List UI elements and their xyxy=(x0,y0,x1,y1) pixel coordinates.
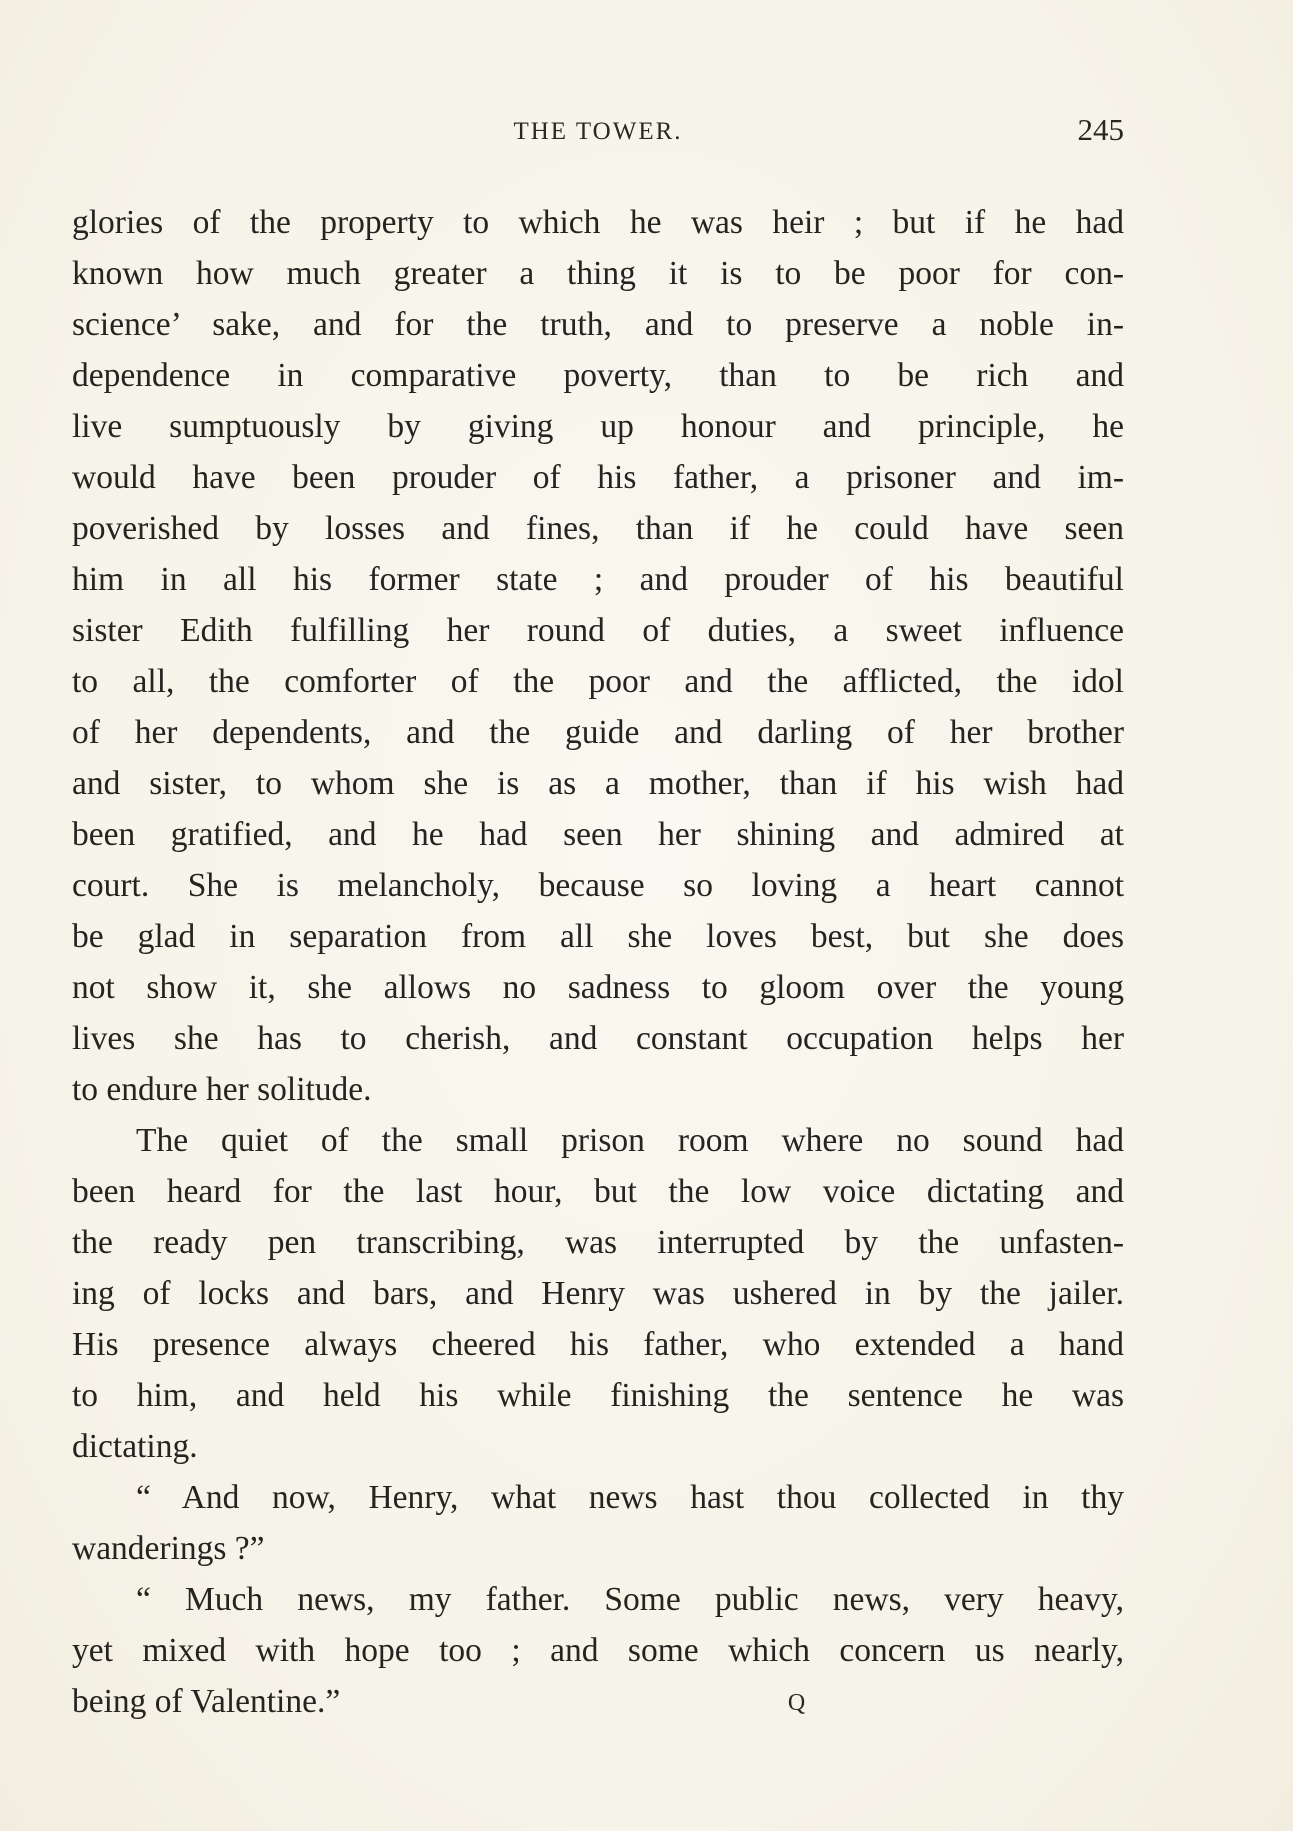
text-line: poverished by losses and fines, than if he could have seen xyxy=(72,510,1124,547)
text-line: yet mixed with hope too ; and some which concern us nearly, xyxy=(72,1632,1124,1669)
text-line: sister Edith fulfilling her round of duties, a sweet influence xyxy=(72,612,1124,649)
text-line: been heard for the last hour, but the low voice dictating and xyxy=(72,1173,1124,1210)
running-title: THE TOWER. xyxy=(513,118,683,145)
body-text xyxy=(72,197,1124,1727)
paragraph-start-line: “ And now, Henry, what news hast thou collected in thy xyxy=(136,1479,1124,1516)
paragraph-end-line: to endure her solitude. xyxy=(72,1071,372,1108)
text-line: the ready pen transcribing, was interrupted by the unfasten- xyxy=(72,1224,1124,1261)
text-line: of her dependents, and the guide and darling of her brother xyxy=(72,714,1124,751)
text-line: live sumptuously by giving up honour and principle, he xyxy=(72,408,1124,445)
paragraph-end-line: wanderings ?” xyxy=(72,1530,265,1567)
text-line: him in all his former state ; and prouder of his beautiful xyxy=(72,561,1124,598)
paragraph-start-line: The quiet of the small prison room where no sound had xyxy=(136,1122,1124,1159)
text-line: not show it, she allows no sadness to gloom over the young xyxy=(72,969,1124,1006)
text-line: His presence always cheered his father, who extended a hand xyxy=(72,1326,1124,1363)
text-line: and sister, to whom she is as a mother, than if his wish had xyxy=(72,765,1124,802)
page-number: 245 xyxy=(1077,112,1124,147)
text-line: dependence in comparative poverty, than to be rich and xyxy=(72,357,1124,394)
text-line: to him, and held his while finishing the sentence he was xyxy=(72,1377,1124,1414)
signature-mark: Q xyxy=(787,1690,806,1716)
text-line: court. She is melancholy, because so loving a heart cannot xyxy=(72,867,1124,904)
paragraph-end-line: being of Valentine.” xyxy=(72,1683,341,1720)
text-line: known how much greater a thing it is to be poor for con- xyxy=(72,255,1124,292)
running-header xyxy=(72,112,1124,152)
text-line: glories of the property to which he was heir ; but if he had xyxy=(72,204,1124,241)
paragraph-end-line: dictating. xyxy=(72,1428,198,1465)
text-line: been gratified, and he had seen her shining and admired at xyxy=(72,816,1124,853)
text-line: science’ sake, and for the truth, and to preserve a noble in- xyxy=(72,306,1124,343)
text-line: be glad in separation from all she loves best, but she does xyxy=(72,918,1124,955)
text-line: would have been prouder of his father, a prisoner and im- xyxy=(72,459,1124,496)
text-line: ing of locks and bars, and Henry was ushered in by the jailer. xyxy=(72,1275,1124,1312)
paragraph-start-line: “ Much news, my father. Some public news, very heavy, xyxy=(136,1581,1124,1618)
text-line: lives she has to cherish, and constant occupation helps her xyxy=(72,1020,1124,1057)
text-line: to all, the comforter of the poor and the afflicted, the idol xyxy=(72,663,1124,700)
